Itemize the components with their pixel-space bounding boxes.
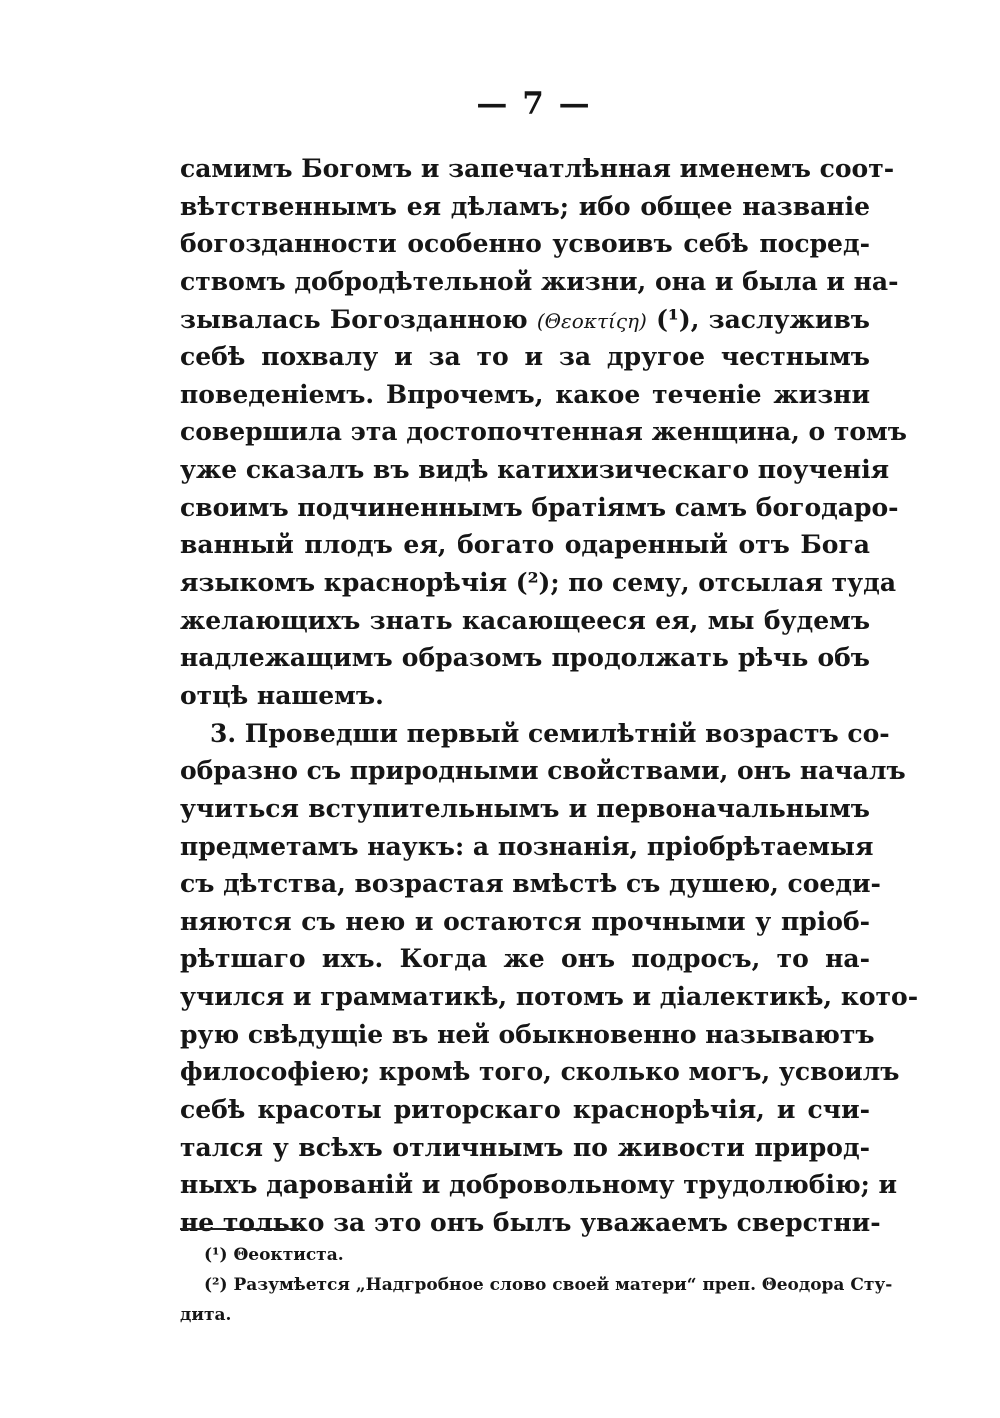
text-line-19: предметамъ наукъ: а познанія, пріобрѣтаемыя xyxy=(180,831,874,861)
footnote-divider xyxy=(180,1228,300,1230)
footnote-2-line-1: (²) Разумѣется „Надгробное слово своей матери“ преп. Θеодора Сту- xyxy=(204,1275,893,1295)
text-line-27: тался у всѣхъ отличнымъ по живости природ- xyxy=(180,1132,870,1162)
text-line-22: рѣтшаго ихъ. Когда же онъ подросъ, то на- xyxy=(180,944,870,974)
text-line-5 xyxy=(180,301,870,339)
text-line-10: своимъ подчиненнымъ братіямъ самъ богодаро- xyxy=(180,492,899,522)
text-line-23: учился и грамматикѣ, потомъ и діалектикѣ, кото- xyxy=(180,982,919,1012)
page-number: — 7 — xyxy=(476,86,592,122)
text-line-9: уже сказалъ въ видѣ катихизическаго поученія xyxy=(180,455,890,485)
paragraph-3-line-1: 3. Проведши первый семилѣтній возрастъ со- xyxy=(210,718,890,748)
body-text xyxy=(180,150,919,1242)
text-line-24: рую свѣдущіе въ ней обыкновенно называютъ xyxy=(180,1019,875,1049)
footnote-2-line-2: дита. xyxy=(180,1305,232,1325)
text-line-7: поведеніемъ. Впрочемъ, какое теченіе жизни xyxy=(180,379,870,409)
text-line-20: съ дѣтства, возрастая вмѣстѣ съ душею, соеди- xyxy=(180,869,881,899)
text-line-14: надлежащимъ образомъ продолжать рѣчь объ xyxy=(180,643,870,673)
text-line-17: образно съ природными свойствами, онъ началъ xyxy=(180,756,906,786)
text-line-1: самимъ Богомъ и запечатлѣнная именемъ соот- xyxy=(180,154,895,183)
text-line-3: богозданности особенно усвоивъ себѣ посред- xyxy=(180,229,870,259)
text-line-25: философіею; кромѣ того, сколько могъ, усвоилъ xyxy=(180,1057,900,1087)
greek-word: (Θεοκτίςη) xyxy=(536,308,647,333)
text-line-4: ствомъ добродѣтельной жизни, она и была и на- xyxy=(180,266,899,296)
text-line-18: учиться вступительнымъ и первоначальнымъ xyxy=(180,793,870,823)
text-line-5-start: зывалась Богозданною xyxy=(180,304,528,334)
text-line-8: совершила эта достопочтенная женщина, о томъ xyxy=(180,417,907,447)
text-line-29: не только за это онъ былъ уважаемъ сверстни- xyxy=(180,1207,881,1237)
text-line-6: себѣ похвалу и за то и за другое честнымъ xyxy=(180,342,870,372)
text-line-15: отцѣ нашемъ. xyxy=(180,680,384,710)
text-line-28: ныхъ дарованій и добровольному трудолюбію; и xyxy=(180,1170,898,1200)
text-line-12: языкомъ краснорѣчія (²); по сему, отсылая туда xyxy=(180,568,897,598)
text-line-2: вѣтственнымъ ея дѣламъ; ибо общее названіе xyxy=(180,191,870,221)
footnote-1: (¹) Θеоктиста. xyxy=(204,1245,344,1265)
text-line-11: ванный плодъ ея, богато одаренный отъ Бога xyxy=(180,530,870,560)
text-line-5-end: (¹), заслуживъ xyxy=(656,304,870,334)
text-line-21: няются съ нею и остаются прочными у пріоб- xyxy=(180,906,870,936)
text-line-26: себѣ красоты риторскаго краснорѣчія, и счи- xyxy=(180,1095,870,1125)
text-line-13: желающихъ знать касающееся ея, мы будемъ xyxy=(180,605,870,635)
footnotes xyxy=(180,1240,893,1330)
